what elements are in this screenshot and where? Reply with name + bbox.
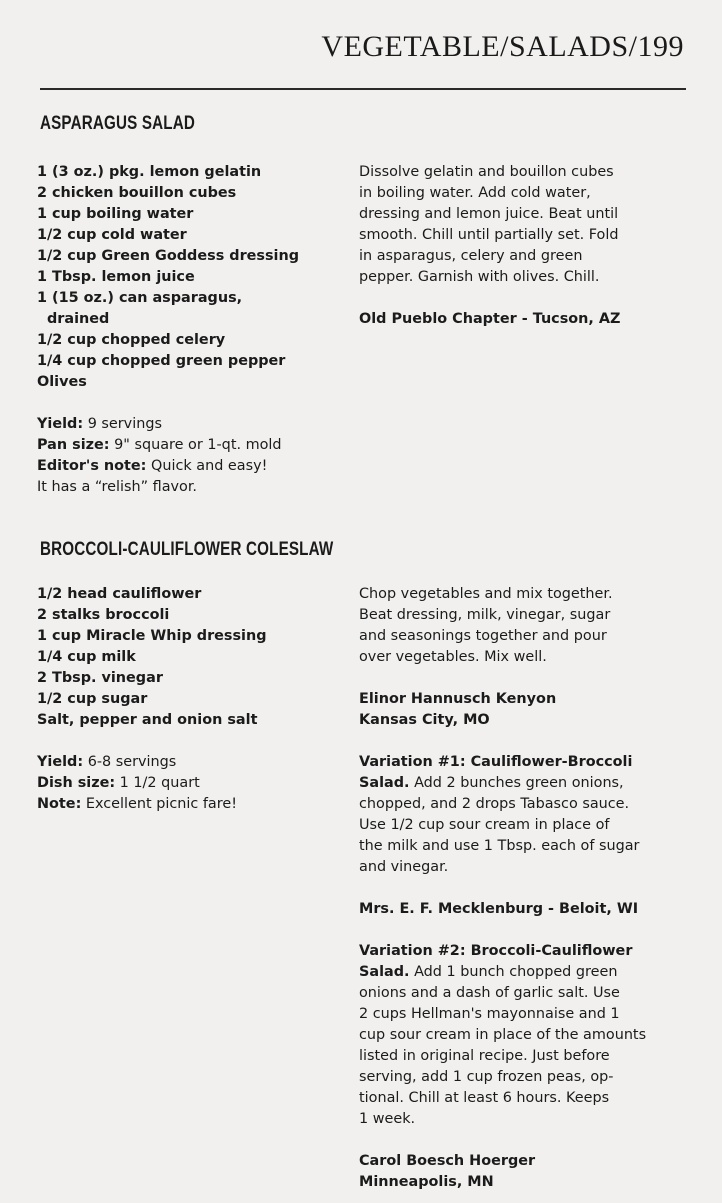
- variation-2-label-cont: Salad.: [359, 964, 410, 980]
- direction-line: dressing and lemon juice. Beat until: [359, 206, 619, 222]
- direction-line: pepper. Garnish with olives. Chill.: [359, 269, 600, 285]
- pan-size-value: 9" square or 1-qt. mold: [114, 437, 282, 453]
- yield-value: 9 servings: [87, 416, 162, 432]
- contributor-name: Elinor Hannusch Kenyon: [359, 691, 557, 707]
- direction-line: Beat dressing, milk, vinegar, sugar: [359, 607, 611, 623]
- ingredient: 1/2 cup sugar: [37, 691, 148, 707]
- recipe-title-asparagus-salad: ASPARAGUS SALAD: [40, 113, 195, 134]
- ingredient: Olives: [37, 374, 87, 390]
- direction-line: and seasonings together and pour: [359, 628, 607, 644]
- page-header: VEGETABLE/SALADS/199: [321, 30, 684, 63]
- ingredient: 1 cup Miracle Whip dressing: [37, 628, 267, 644]
- ingredient: 1/4 cup milk: [37, 649, 136, 665]
- recipe-notes-asparagus: [37, 414, 357, 498]
- direction-line: in asparagus, celery and green: [359, 248, 583, 264]
- editor-note-line2: It has a “relish” flavor.: [37, 479, 198, 495]
- recipe-notes-coleslaw: [37, 752, 357, 815]
- editor-note-value: Quick and easy!: [151, 458, 268, 474]
- ingredient: 2 stalks broccoli: [37, 607, 170, 623]
- directions-asparagus: [359, 162, 689, 330]
- ingredients-list-asparagus: [37, 162, 357, 393]
- ingredient: Salt, pepper and onion salt: [37, 712, 258, 728]
- dish-size-value: 1 1/2 quart: [119, 775, 200, 791]
- note-value: Excellent picnic fare!: [85, 796, 237, 812]
- ingredient: 1/2 cup Green Goddess dressing: [37, 248, 300, 264]
- editor-note-label: Editor's note:: [37, 458, 147, 474]
- variation-2-text: 1 week.: [359, 1111, 416, 1127]
- variation-1-text: and vinegar.: [359, 859, 449, 875]
- variation-2-text: serving, add 1 cup frozen peas, op-: [359, 1069, 614, 1085]
- ingredient: 1 Tbsp. lemon juice: [37, 269, 195, 285]
- note-label: Note:: [37, 796, 82, 812]
- ingredient: 2 Tbsp. vinegar: [37, 670, 163, 686]
- ingredient: 1/2 head cauliflower: [37, 586, 202, 602]
- ingredient: 1 cup boiling water: [37, 206, 194, 222]
- ingredient: 2 chicken bouillon cubes: [37, 185, 237, 201]
- yield-value: 6-8 servings: [87, 754, 177, 770]
- ingredient: 1/4 cup chopped green pepper: [37, 353, 286, 369]
- variation-1-text: Use 1/2 cup sour cream in place of: [359, 817, 610, 833]
- header-rule: [40, 88, 686, 90]
- ingredients-list-coleslaw: [37, 584, 357, 731]
- recipe-title-broccoli-cauliflower-coleslaw: BROCCOLI-CAULIFLOWER COLESLAW: [40, 539, 334, 560]
- yield-label: Yield:: [37, 754, 84, 770]
- variation-2-label: Variation #2: Broccoli-Cauliflower: [359, 943, 633, 959]
- pan-size-label: Pan size:: [37, 437, 110, 453]
- direction-line: Chop vegetables and mix together.: [359, 586, 613, 602]
- ingredient: drained: [47, 311, 110, 327]
- ingredient: 1 (15 oz.) can asparagus,: [37, 290, 243, 306]
- yield-label: Yield:: [37, 416, 84, 432]
- direction-line: in boiling water. Add cold water,: [359, 185, 591, 201]
- direction-line: Dissolve gelatin and bouillon cubes: [359, 164, 614, 180]
- variation-2-text: listed in original recipe. Just before: [359, 1048, 610, 1064]
- ingredient: 1/2 cup chopped celery: [37, 332, 226, 348]
- ingredient: 1/2 cup cold water: [37, 227, 187, 243]
- directions-coleslaw: [359, 584, 689, 1193]
- variation-1-text: chopped, and 2 drops Tabasco sauce.: [359, 796, 630, 812]
- variation-2-text: onions and a dash of garlic salt. Use: [359, 985, 620, 1001]
- variation-1-label: Variation #1: Cauliflower-Broccoli: [359, 754, 633, 770]
- variation-1-text: the milk and use 1 Tbsp. each of sugar: [359, 838, 640, 854]
- direction-line: over vegetables. Mix well.: [359, 649, 547, 665]
- variation-2-text: Add 1 bunch chopped green: [409, 964, 618, 980]
- ingredient: 1 (3 oz.) pkg. lemon gelatin: [37, 164, 262, 180]
- variation-2-text: cup sour cream in place of the amounts: [359, 1027, 647, 1043]
- direction-line: smooth. Chill until partially set. Fold: [359, 227, 619, 243]
- dish-size-label: Dish size:: [37, 775, 116, 791]
- variation-2-text: tional. Chill at least 6 hours. Keeps: [359, 1090, 610, 1106]
- contributor-city: Kansas City, MO: [359, 712, 490, 728]
- contributor: Old Pueblo Chapter - Tucson, AZ: [359, 311, 621, 327]
- variation-1-text: Add 2 bunches green onions,: [409, 775, 624, 791]
- variation-1-label-cont: Salad.: [359, 775, 410, 791]
- variation-2-text: 2 cups Hellman's mayonnaise and 1: [359, 1006, 620, 1022]
- variation-1-contributor: Mrs. E. F. Mecklenburg - Beloit, WI: [359, 901, 639, 917]
- variation-2-contributor-city: Minneapolis, MN: [359, 1174, 494, 1190]
- variation-2-contributor-name: Carol Boesch Hoerger: [359, 1153, 536, 1169]
